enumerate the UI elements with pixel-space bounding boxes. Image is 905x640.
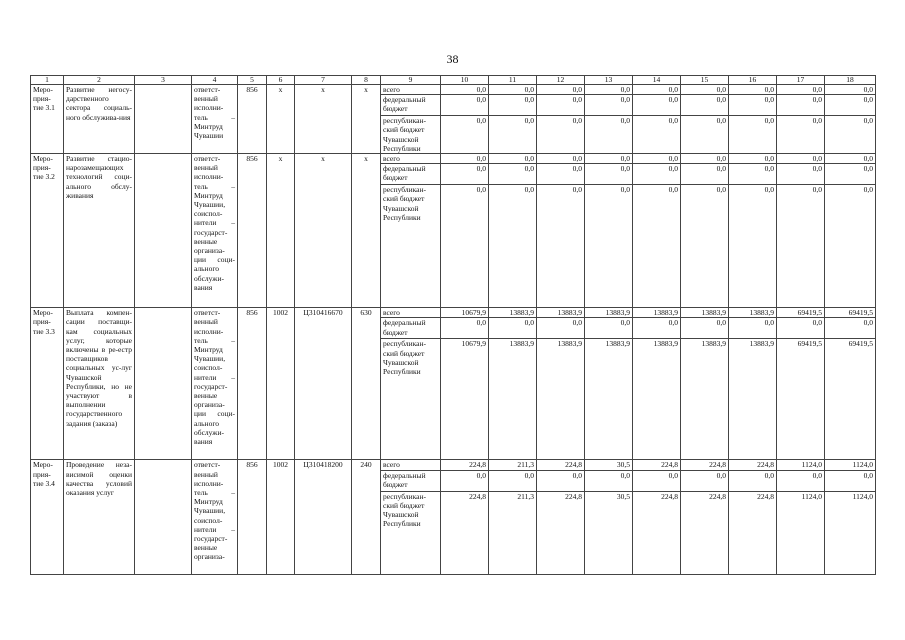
amount-cell: 0,0 [633, 154, 681, 164]
code-cell: x [295, 154, 352, 308]
funding-source: республикан-ский бюджет Чувашской Республики [381, 116, 441, 154]
header-cell: 15 [681, 76, 729, 85]
header-cell: 1 [31, 76, 64, 85]
funding-source: республикан-ский бюджет Чувашской Республики [381, 339, 441, 460]
executor: ответст-венный исполни-тель – Минтруд Чувашии, соиспол-нители – государст-венные организа-ции соци-ального обслужи-вания [192, 308, 238, 460]
amount-cell: 0,0 [729, 116, 777, 154]
code-cell: x [267, 85, 295, 154]
activity-label: Меро-прия-тие 3.4 [31, 460, 64, 574]
amount-cell: 0,0 [681, 318, 729, 339]
amount-cell: 0,0 [777, 164, 825, 185]
amount-cell: 0,0 [537, 318, 585, 339]
amount-cell: 0,0 [633, 164, 681, 185]
amount-cell: 0,0 [825, 95, 876, 116]
amount-cell: 10679,9 [441, 339, 489, 460]
amount-cell: 0,0 [441, 154, 489, 164]
amount-cell: 224,8 [681, 491, 729, 574]
amount-cell: 0,0 [681, 95, 729, 116]
table-row [31, 85, 876, 95]
amount-cell: 0,0 [729, 318, 777, 339]
activity-label: Меро-прия-тие 3.2 [31, 154, 64, 308]
amount-cell: 0,0 [441, 164, 489, 185]
funding-source: федеральный бюджет [381, 318, 441, 339]
amount-cell: 69419,5 [825, 308, 876, 318]
code-cell: 630 [352, 308, 381, 460]
amount-cell: 0,0 [585, 185, 633, 308]
code-cell: 1002 [267, 460, 295, 574]
code-cell: Ц310418200 [295, 460, 352, 574]
amount-cell: 13883,9 [681, 308, 729, 318]
amount-cell: 0,0 [489, 164, 537, 185]
amount-cell: 13883,9 [729, 339, 777, 460]
amount-cell: 0,0 [585, 154, 633, 164]
activity-label: Меро-прия-тие 3.1 [31, 85, 64, 154]
code-cell: x [352, 85, 381, 154]
amount-cell: 0,0 [633, 116, 681, 154]
amount-cell: 224,8 [441, 491, 489, 574]
amount-cell: 0,0 [633, 318, 681, 339]
amount-cell: 224,8 [633, 491, 681, 574]
amount-cell: 0,0 [537, 116, 585, 154]
table-row [31, 154, 876, 164]
amount-cell: 0,0 [729, 85, 777, 95]
amount-cell: 1124,0 [825, 491, 876, 574]
activity-name: Развитие стацио-нарозамещающих технологий соци-ального обслу-живания [64, 154, 135, 308]
activity-name: Проведение неза-висимой оценки качества условий оказания услуг [64, 460, 135, 574]
code-cell: x [352, 154, 381, 308]
amount-cell: 0,0 [633, 95, 681, 116]
empty-cell [135, 308, 192, 460]
header-cell: 5 [238, 76, 267, 85]
header-cell: 4 [192, 76, 238, 85]
amount-cell: 0,0 [777, 85, 825, 95]
amount-cell: 0,0 [489, 318, 537, 339]
amount-cell: 0,0 [441, 185, 489, 308]
amount-cell: 0,0 [777, 185, 825, 308]
amount-cell: 0,0 [729, 95, 777, 116]
amount-cell: 13883,9 [489, 308, 537, 318]
funding-source: федеральный бюджет [381, 470, 441, 491]
amount-cell: 13883,9 [681, 339, 729, 460]
amount-cell: 0,0 [489, 185, 537, 308]
activity-label: Меро-прия-тие 3.3 [31, 308, 64, 460]
table-row [31, 460, 876, 470]
amount-cell: 211,3 [489, 491, 537, 574]
code-cell: 856 [238, 460, 267, 574]
amount-cell: 0,0 [585, 85, 633, 95]
amount-cell: 13883,9 [633, 308, 681, 318]
empty-cell [135, 460, 192, 574]
amount-cell: 0,0 [537, 154, 585, 164]
code-cell: 856 [238, 308, 267, 460]
funding-source: всего [381, 308, 441, 318]
code-cell: x [267, 154, 295, 308]
amount-cell: 0,0 [777, 154, 825, 164]
amount-cell: 13883,9 [537, 308, 585, 318]
amount-cell: 0,0 [489, 116, 537, 154]
code-cell: Ц310416670 [295, 308, 352, 460]
header-cell: 13 [585, 76, 633, 85]
amount-cell: 211,3 [489, 460, 537, 470]
amount-cell: 0,0 [585, 470, 633, 491]
amount-cell: 0,0 [585, 318, 633, 339]
amount-cell: 0,0 [777, 95, 825, 116]
amount-cell: 1124,0 [777, 460, 825, 470]
amount-cell: 0,0 [825, 470, 876, 491]
amount-cell: 224,8 [441, 460, 489, 470]
header-cell: 11 [489, 76, 537, 85]
amount-cell: 1124,0 [777, 491, 825, 574]
amount-cell: 0,0 [681, 164, 729, 185]
amount-cell: 0,0 [585, 116, 633, 154]
amount-cell: 0,0 [825, 85, 876, 95]
code-cell: 856 [238, 154, 267, 308]
funding-source: всего [381, 460, 441, 470]
amount-cell: 0,0 [729, 470, 777, 491]
amount-cell: 69419,5 [777, 308, 825, 318]
amount-cell: 224,8 [729, 491, 777, 574]
header-cell: 6 [267, 76, 295, 85]
amount-cell: 0,0 [681, 116, 729, 154]
amount-cell: 224,8 [537, 491, 585, 574]
amount-cell: 0,0 [729, 164, 777, 185]
amount-cell: 224,8 [729, 460, 777, 470]
funding-source: федеральный бюджет [381, 95, 441, 116]
funding-source: республикан-ский бюджет Чувашской Республики [381, 185, 441, 308]
amount-cell: 0,0 [825, 185, 876, 308]
amount-cell: 13883,9 [729, 308, 777, 318]
amount-cell: 0,0 [681, 154, 729, 164]
amount-cell: 13883,9 [633, 339, 681, 460]
table-row [31, 308, 876, 318]
amount-cell: 0,0 [537, 185, 585, 308]
executor: ответст-венный исполни-тель – Минтруд Чувашии [192, 85, 238, 154]
amount-cell: 0,0 [729, 185, 777, 308]
activity-name: Выплата компен-сации поставщи-кам социальных услуг, которые включены в ре-естр поставщиков социальных ус-луг Чувашской Республики, но не участвуют в выполнении государственного задания (заказа) [64, 308, 135, 460]
header-cell: 16 [729, 76, 777, 85]
amount-cell: 0,0 [441, 116, 489, 154]
header-cell: 12 [537, 76, 585, 85]
amount-cell: 0,0 [729, 154, 777, 164]
amount-cell: 0,0 [825, 164, 876, 185]
funding-source: всего [381, 154, 441, 164]
code-cell: 856 [238, 85, 267, 154]
header-cell: 18 [825, 76, 876, 85]
amount-cell: 30,5 [585, 491, 633, 574]
header-cell: 2 [64, 76, 135, 85]
funding-source: федеральный бюджет [381, 164, 441, 185]
amount-cell: 0,0 [441, 470, 489, 491]
amount-cell: 0,0 [825, 318, 876, 339]
amount-cell: 0,0 [441, 95, 489, 116]
amount-cell: 0,0 [825, 116, 876, 154]
page-number: 38 [446, 52, 459, 66]
amount-cell: 0,0 [537, 95, 585, 116]
executor: ответст-венный исполни-тель – Минтруд Чувашии, соиспол-нители – государст-венные организа- [192, 460, 238, 574]
activity-name: Развитие негосу-дарственного сектора социаль-ного обслужива-ния [64, 85, 135, 154]
amount-cell: 0,0 [633, 85, 681, 95]
amount-cell: 0,0 [489, 95, 537, 116]
funding-source: республикан-ский бюджет Чувашской Республики [381, 491, 441, 574]
empty-cell [135, 85, 192, 154]
amount-cell: 30,5 [585, 460, 633, 470]
amount-cell: 13883,9 [585, 308, 633, 318]
amount-cell: 0,0 [633, 185, 681, 308]
amount-cell: 0,0 [441, 85, 489, 95]
funding-source: всего [381, 85, 441, 95]
header-cell: 7 [295, 76, 352, 85]
amount-cell: 224,8 [537, 460, 585, 470]
header-cell: 10 [441, 76, 489, 85]
code-cell: 1002 [267, 308, 295, 460]
amount-cell: 13883,9 [489, 339, 537, 460]
code-cell: 240 [352, 460, 381, 574]
amount-cell: 0,0 [825, 154, 876, 164]
amount-cell: 0,0 [537, 470, 585, 491]
header-cell: 14 [633, 76, 681, 85]
amount-cell: 0,0 [633, 470, 681, 491]
amount-cell: 224,8 [633, 460, 681, 470]
amount-cell: 0,0 [681, 185, 729, 308]
amount-cell: 0,0 [681, 85, 729, 95]
amount-cell: 0,0 [777, 116, 825, 154]
amount-cell: 0,0 [441, 318, 489, 339]
header-cell: 9 [381, 76, 441, 85]
amount-cell: 0,0 [537, 85, 585, 95]
code-cell: x [295, 85, 352, 154]
amount-cell: 224,8 [681, 460, 729, 470]
amount-cell: 0,0 [489, 470, 537, 491]
header-cell: 3 [135, 76, 192, 85]
header-row [31, 76, 876, 85]
amount-cell: 0,0 [585, 164, 633, 185]
amount-cell: 69419,5 [825, 339, 876, 460]
amount-cell: 13883,9 [585, 339, 633, 460]
amount-cell: 0,0 [537, 164, 585, 185]
header-cell: 8 [352, 76, 381, 85]
amount-cell: 0,0 [777, 318, 825, 339]
amount-cell: 13883,9 [537, 339, 585, 460]
amount-cell: 10679,9 [441, 308, 489, 318]
amount-cell: 0,0 [585, 95, 633, 116]
header-cell: 17 [777, 76, 825, 85]
amount-cell: 0,0 [489, 154, 537, 164]
amount-cell: 1124,0 [825, 460, 876, 470]
amount-cell: 0,0 [777, 470, 825, 491]
amount-cell: 0,0 [681, 470, 729, 491]
empty-cell [135, 154, 192, 308]
amount-cell: 69419,5 [777, 339, 825, 460]
amount-cell: 0,0 [489, 85, 537, 95]
budget-table [30, 75, 876, 575]
executor: ответст-венный исполни-тель – Минтруд Чувашии, соиспол-нители – государст-венные организа-ции соци-ального обслужи-вания [192, 154, 238, 308]
